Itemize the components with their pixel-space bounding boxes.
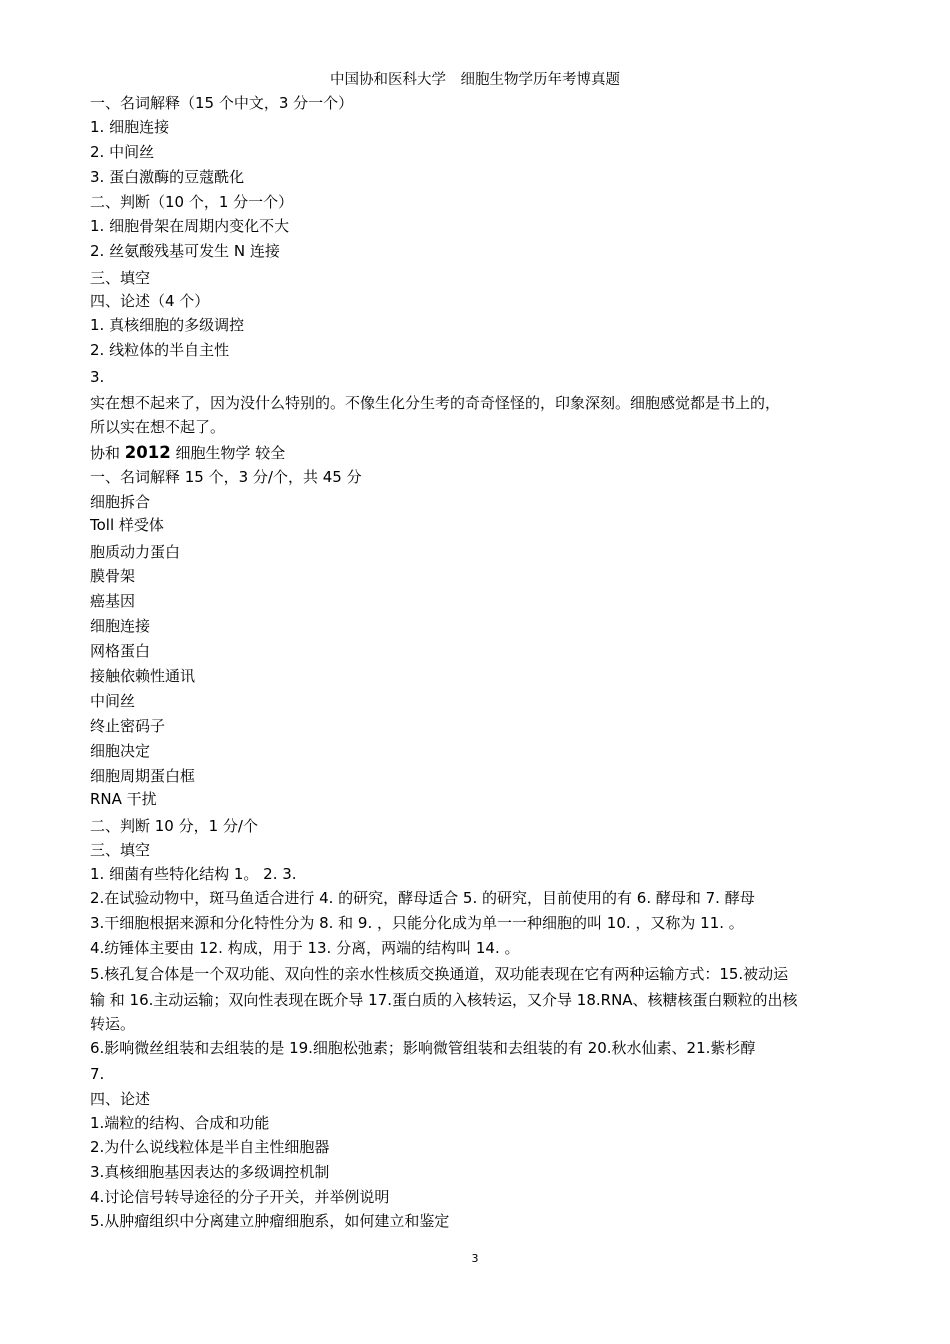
section-heading: 二、判断（10 个，1 分一个）: [90, 193, 294, 211]
term-item: 终止密码子: [90, 717, 166, 735]
term-item: 中间丝: [90, 692, 136, 710]
page-number: 3: [471, 1252, 479, 1265]
list-item: 2. 中间丝: [90, 143, 155, 161]
list-item: 3. 蛋白激酶的豆蔻酰化: [90, 168, 245, 186]
term-item: 细胞周期蛋白框: [90, 767, 196, 785]
term-item: 细胞连接: [90, 617, 151, 635]
exam-heading-prefix: 协和: [90, 444, 125, 462]
section-heading: 一、名词解释 15 个，3 分/个，共 45 分: [90, 468, 362, 486]
fill-item: 4.纺锤体主要由 12. 构成，用于 13. 分离，两端的结构叫 14. 。: [90, 939, 520, 957]
term-item: 细胞拆合: [90, 493, 151, 511]
essay-item: 5.从肿瘤组织中分离建立肿瘤细胞系，如何建立和鉴定: [90, 1212, 450, 1230]
exam-heading: [90, 442, 870, 464]
fill-item: 输 和 16.主动运输；双向性表现在既介导 17.蛋白质的入核转运，又介导 18.RNA、核糖核蛋白颗粒的出核: [90, 991, 798, 1009]
term-item: 接触依赖性通讯: [90, 667, 196, 685]
fill-item: 5.核孔复合体是一个双功能、双向性的亲水性核质交换通道，双功能表现在它有两种运输方式：15.被动运: [90, 965, 789, 983]
term-item: 细胞决定: [90, 742, 151, 760]
note-text: 实在想不起来了，因为没什么特别的。不像生化分生考的奇奇怪怪的，印象深刻。细胞感觉都是书上的，: [90, 394, 781, 412]
essay-item: 2.为什么说线粒体是半自主性细胞器: [90, 1138, 330, 1156]
fill-item: 转运。: [90, 1015, 136, 1033]
term-item: 网格蛋白: [90, 642, 151, 660]
term-item: RNA 干扰: [90, 790, 157, 808]
section-heading: 二、判断 10 分，1 分/个: [90, 817, 258, 835]
fill-item: 7.: [90, 1065, 105, 1083]
list-item: 3.: [90, 368, 105, 386]
note-text: 所以实在想不起了。: [90, 418, 226, 436]
fill-item: 2.在试验动物中，斑马鱼适合进行 4. 的研究，酵母适合 5. 的研究，目前使用的有 6. 酵母和 7. 酵母: [90, 889, 755, 907]
exam-year: 2012: [124, 443, 171, 462]
fill-item: 1. 细菌有些特化结构 1。 2. 3.: [90, 865, 297, 883]
list-item: 1. 细胞骨架在周期内变化不大: [90, 217, 290, 235]
term-item: 膜骨架: [90, 567, 136, 585]
essay-item: 3.真核细胞基因表达的多级调控机制: [90, 1163, 330, 1181]
section-heading: 三、填空: [90, 841, 151, 859]
essay-item: 1.端粒的结构、合成和功能: [90, 1114, 270, 1132]
section-heading: 四、论述: [90, 1090, 151, 1108]
term-item: Toll 样受体: [90, 516, 164, 534]
page-title: 中国协和医科大学 细胞生物学历年考博真题: [330, 72, 620, 88]
list-item: 2. 线粒体的半自主性: [90, 341, 230, 359]
essay-item: 4.讨论信号转导途径的分子开关，并举例说明: [90, 1188, 390, 1206]
term-item: 胞质动力蛋白: [90, 543, 181, 561]
section-heading: 四、论述（4 个）: [90, 292, 210, 310]
list-item: 1. 真核细胞的多级调控: [90, 316, 245, 334]
exam-heading-suffix: 细胞生物学 较全: [170, 444, 286, 462]
list-item: 1. 细胞连接: [90, 118, 170, 136]
section-heading: 一、名词解释（15 个中文，3 分一个）: [90, 94, 354, 112]
list-item: 2. 丝氨酸残基可发生 N 连接: [90, 242, 280, 260]
fill-item: 6.影响微丝组装和去组装的是 19.细胞松弛素；影响微管组装和去组装的有 20.秋水仙素、21.紫杉醇: [90, 1039, 756, 1057]
section-heading: 三、填空: [90, 269, 151, 287]
fill-item: 3.干细胞根据来源和分化特性分为 8. 和 9. ，只能分化成为单一一种细胞的叫 10. ，又称为 11. 。: [90, 914, 744, 932]
term-item: 癌基因: [90, 592, 136, 610]
